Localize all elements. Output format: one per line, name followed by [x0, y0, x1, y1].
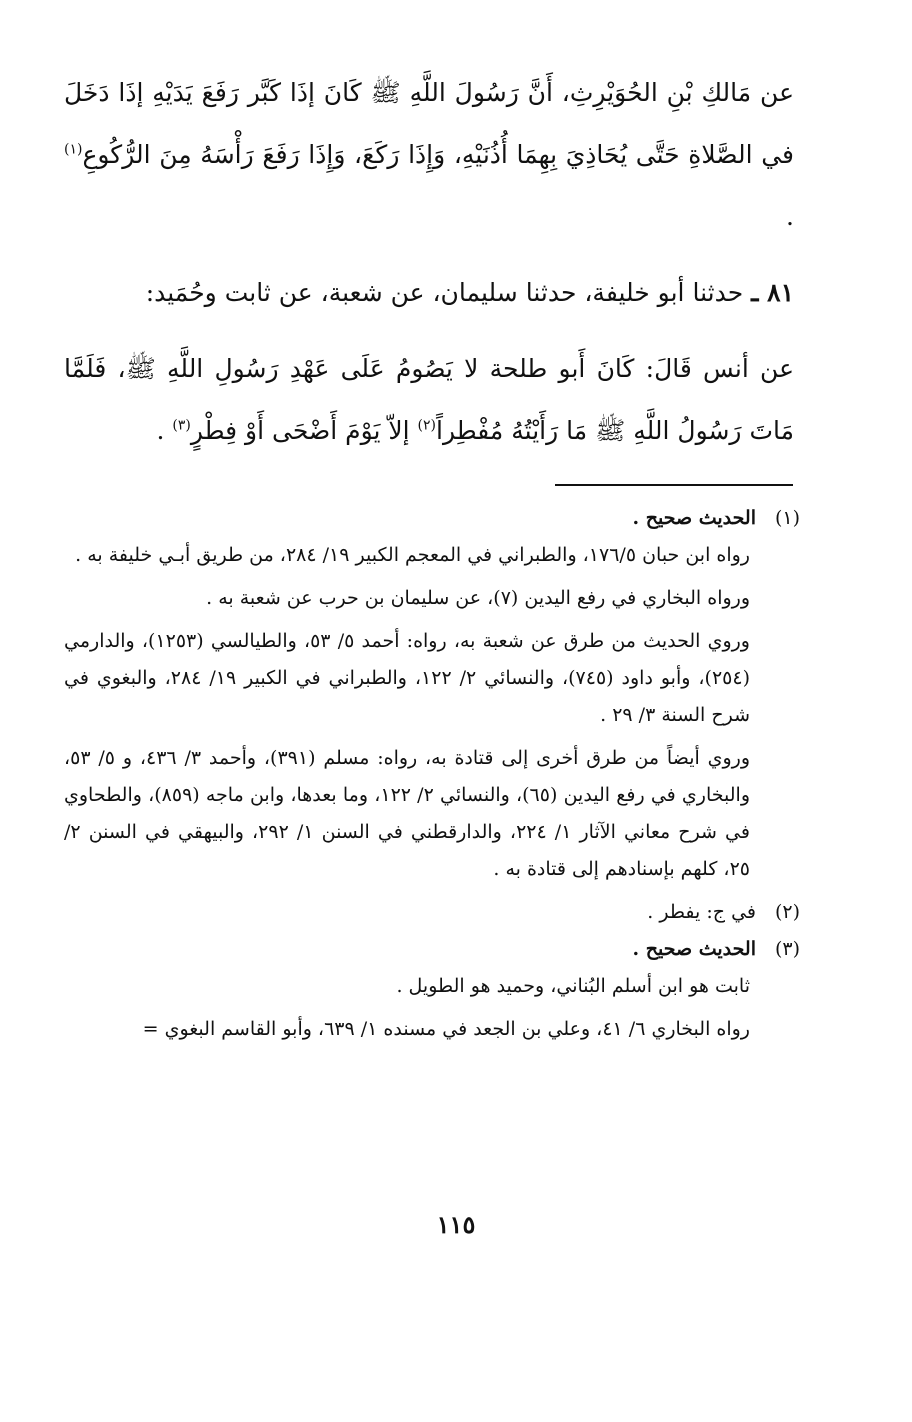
- footnote-1-number: (١): [774, 507, 800, 529]
- footnotes: [64, 500, 800, 1054]
- footnote-3-number: (٣): [774, 938, 800, 960]
- footnote-ref-3: (٣): [172, 417, 191, 434]
- footnote-3-head: [64, 931, 800, 968]
- hadith-paragraph-1: [64, 62, 794, 248]
- hadith-text-2b: إلاّ يَوْمَ أَضْحَى أَوْ فِطْرٍ: [190, 416, 418, 445]
- footnote-2-head: [64, 894, 800, 931]
- hadith-text-2a: عن أنس قَالَ: كَانَ أَبو طلحة لا يَصُومُ عَلَى عَهْدِ رَسُولِ اللَّهِ ﷺ، فَلَمَّا مَاتَ رَسُولُ اللَّهِ ﷺ مَا رَأَيْتُهُ مُفْطِراً: [64, 354, 794, 445]
- isnad-paragraph: [64, 262, 794, 324]
- hadith-number: ٨١ ـ: [751, 278, 794, 307]
- hadith-text-1: عن مَالكِ بْنِ الحُوَيْرِثِ، أَنَّ رَسُولَ اللَّهِ ﷺ كَانَ إذَا كَبَّر رَفَعَ يَدَيْهِ إذَا دَخَلَ في الصَّلاةِ حَتَّى يُحَاذِيَ بِهِمَا أُذُنَيْهِ، وَإِذَا رَكَعَ، وَإِذَا رَفَعَ رَأْسَهُ مِنَ الرُّكُوعِ: [64, 78, 794, 169]
- hadith-paragraph-2: [64, 338, 794, 462]
- footnote-3-title: الحديث صحيح .: [632, 938, 756, 960]
- footnote-2-number: (٢): [774, 901, 800, 923]
- footnote-divider: [555, 484, 793, 486]
- main-text: [64, 62, 794, 462]
- footnote-ref-2: (٢): [417, 417, 437, 434]
- footnote-1-para-2: ورواه البخاري في رفع اليدين (٧)، عن سليمان بن حرب عن شعبة به .: [206, 587, 750, 609]
- footnote-1-title: الحديث صحيح .: [632, 507, 756, 529]
- footnote-ref-1: (١): [64, 141, 83, 158]
- footnote-1-para-3: وروي الحديث من طرق عن شعبة به، رواه: أحمد ٥/ ٥٣، والطيالسي (١٢٥٣)، والدارمي (٢٥٤)، وأبو داود (٧٤٥)، والنسائي ٢/ ١٢٢، والطبراني في الكبير ١٩/ ٢٨٤، والبغوي في شرح السنة ٣/ ٢٩ .: [64, 630, 750, 726]
- footnote-1-head: [64, 500, 800, 537]
- page-number: ١١٥: [436, 1210, 476, 1239]
- footnote-1-para-4: وروي أيضاً من طرق أخرى إلى قتادة به، رواه: مسلم (٣٩١)، وأحمد ٣/ ٤٣٦، و ٥/ ٥٣، والبخاري في رفع اليدين (٦٥)، والنسائي ٢/ ١٢٢، وما بعدها، وابن ماجه (٨٥٩)، والطحاوي في شرح معاني الآثار ١/ ٢٢٤، والدارقطني في السنن ١/ ٢٩٢، والبيهقي في السنن ٢/ ٢٥، كلهم بإسنادهم إلى قتادة به .: [64, 747, 750, 880]
- footnote-3-para-1: ثابت هو ابن أسلم البُناني، وحميد هو الطويل .: [396, 975, 750, 997]
- isnad-text: حدثنا أبو خليفة، حدثنا سليمان، عن شعبة، عن ثابت وحُمَيد:: [145, 278, 752, 307]
- footnote-2-text: في ج: يفطر .: [647, 901, 756, 923]
- hadith-end-2: .: [156, 416, 173, 445]
- footnote-3-para-2: رواه البخاري ٦/ ٤١، وعلي بن الجعد في مسنده ١/ ٦٣٩، وأبو القاسم البغوي =: [142, 1018, 750, 1040]
- hadith-end-1: .: [786, 202, 794, 231]
- footnote-1-para-1: رواه ابن حبان ١٧٦/٥، والطبراني في المعجم الكبير ١٩/ ٢٨٤، من طريق أبـي خليفة به .: [75, 544, 750, 566]
